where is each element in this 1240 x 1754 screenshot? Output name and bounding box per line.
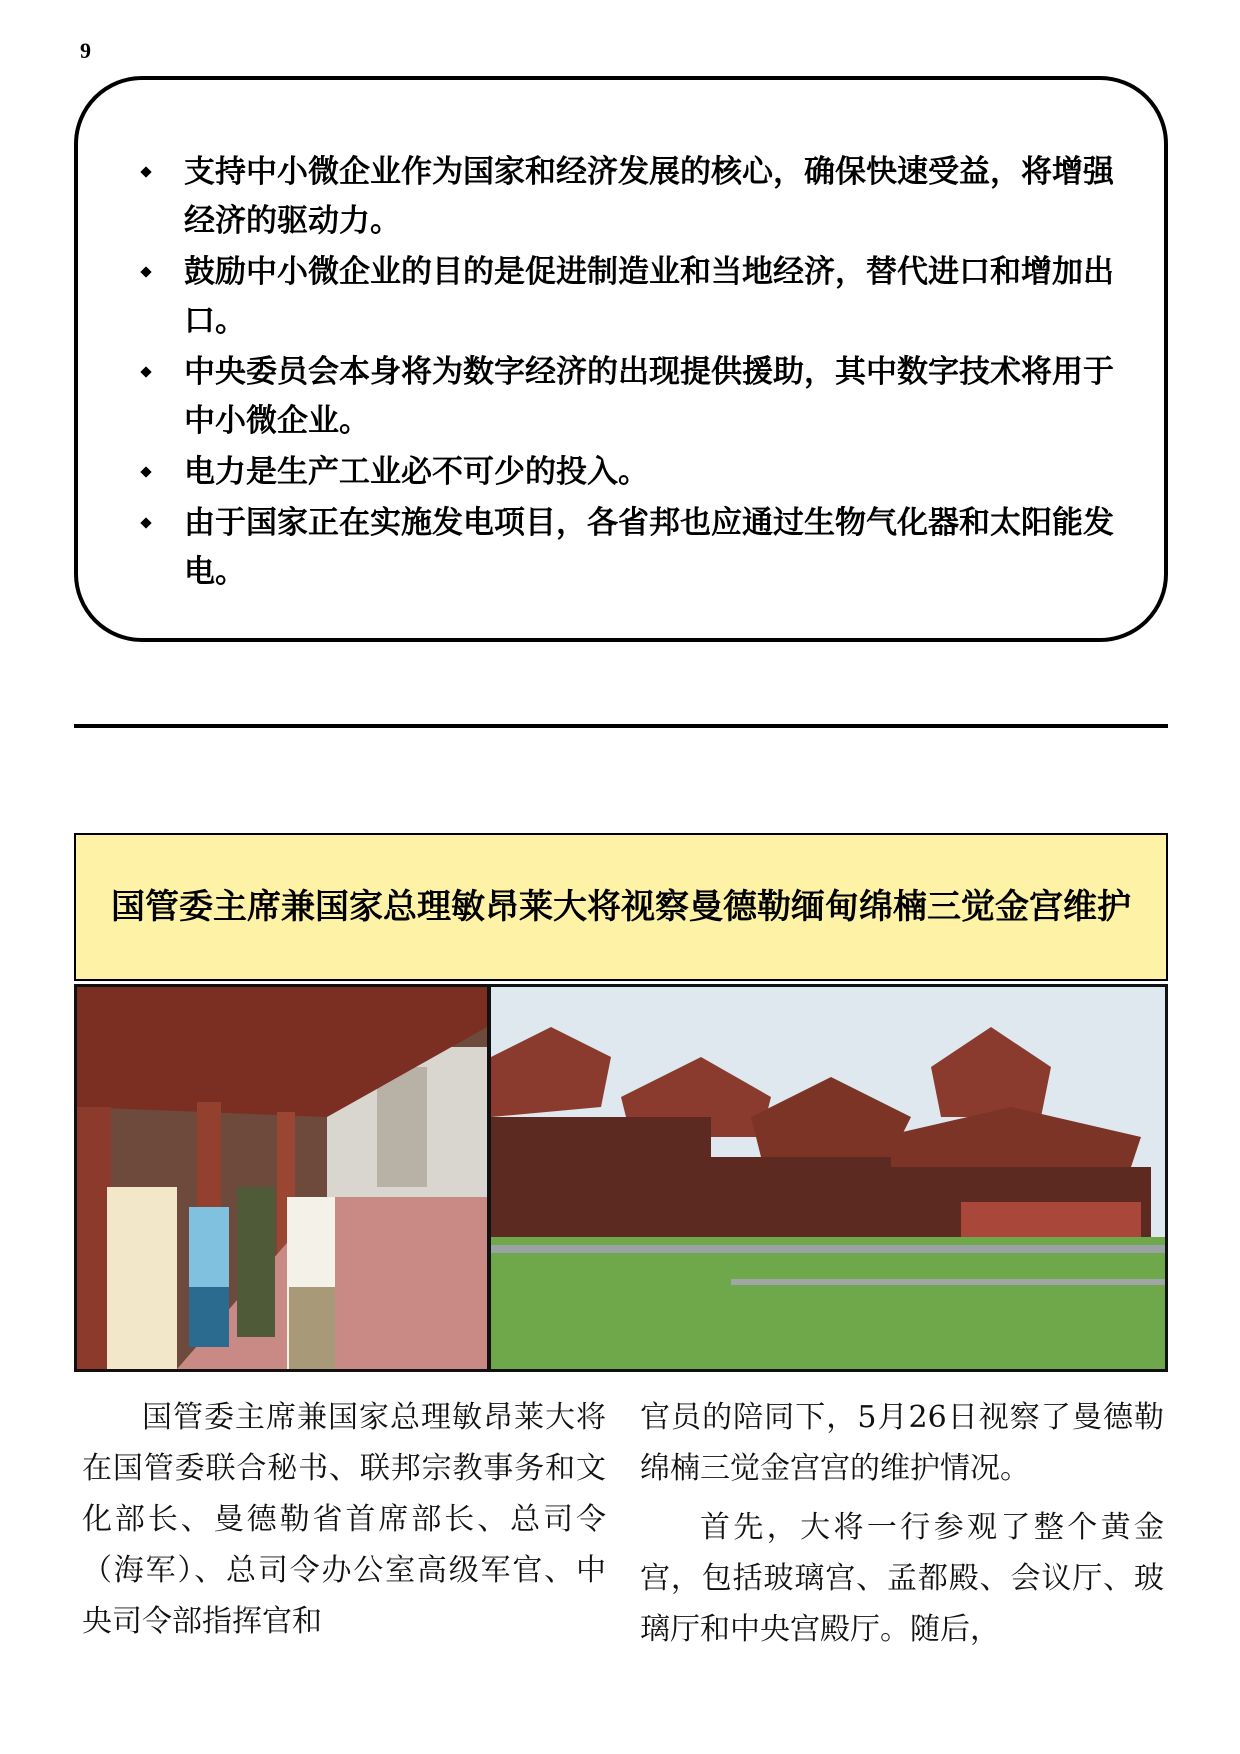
photo-strip — [74, 984, 1168, 1372]
article-paragraph: 首先，大将一行参观了整个黄金宫，包括玻璃宫、孟都殿、会议厅、玻璃厅和中央宫殿厅。随后， — [640, 1510, 1164, 1647]
article-headline: 国管委主席兼国家总理敏昂莱大将视察曼德勒缅甸绵楠三觉金宫维护 — [111, 887, 1131, 927]
diamond-bullet-icon — [140, 366, 151, 377]
bullet-text: 鼓励中小微企业的目的是促进制造业和当地经济，替代进口和增加出口。 — [184, 254, 1114, 339]
palace-photo — [491, 987, 1165, 1369]
article-paragraph: 国管委主席兼国家总理敏昂莱大将在国管委联合秘书、联邦宗教事务和文化部长、曼德勒省首席部长、总司令（海军）、总司令办公室高级军官、中央司令部指挥官和 — [82, 1400, 606, 1639]
headline-banner — [74, 833, 1168, 981]
list-item — [142, 148, 1142, 246]
section-divider — [74, 724, 1168, 728]
article-column-left — [82, 1392, 606, 1647]
key-points-list — [142, 148, 1142, 599]
diamond-bullet-icon — [140, 166, 151, 177]
article-paragraph: 官员的陪同下，5月26日视察了曼德勒绵楠三觉金宫宫的维护情况。 — [640, 1400, 1164, 1486]
diamond-bullet-icon — [140, 517, 151, 528]
bullet-text: 电力是生产工业必不可少的投入。 — [184, 454, 649, 490]
list-item — [142, 348, 1142, 446]
diamond-bullet-icon — [140, 466, 151, 477]
list-item — [142, 448, 1142, 497]
bullet-text: 由于国家正在实施发电项目，各省邦也应通过生物气化器和太阳能发电。 — [184, 505, 1114, 590]
inspection-photo — [77, 987, 487, 1369]
article-column-right — [640, 1392, 1164, 1655]
list-item — [142, 499, 1142, 597]
key-points-box — [74, 76, 1168, 642]
bullet-text: 支持中小微企业作为国家和经济发展的核心，确保快速受益，将增强经济的驱动力。 — [184, 154, 1114, 239]
list-item — [142, 248, 1142, 346]
diamond-bullet-icon — [140, 266, 151, 277]
bullet-text: 中央委员会本身将为数字经济的出现提供援助，其中数字技术将用于中小微企业。 — [184, 354, 1114, 439]
page-number: 9 — [80, 38, 91, 63]
